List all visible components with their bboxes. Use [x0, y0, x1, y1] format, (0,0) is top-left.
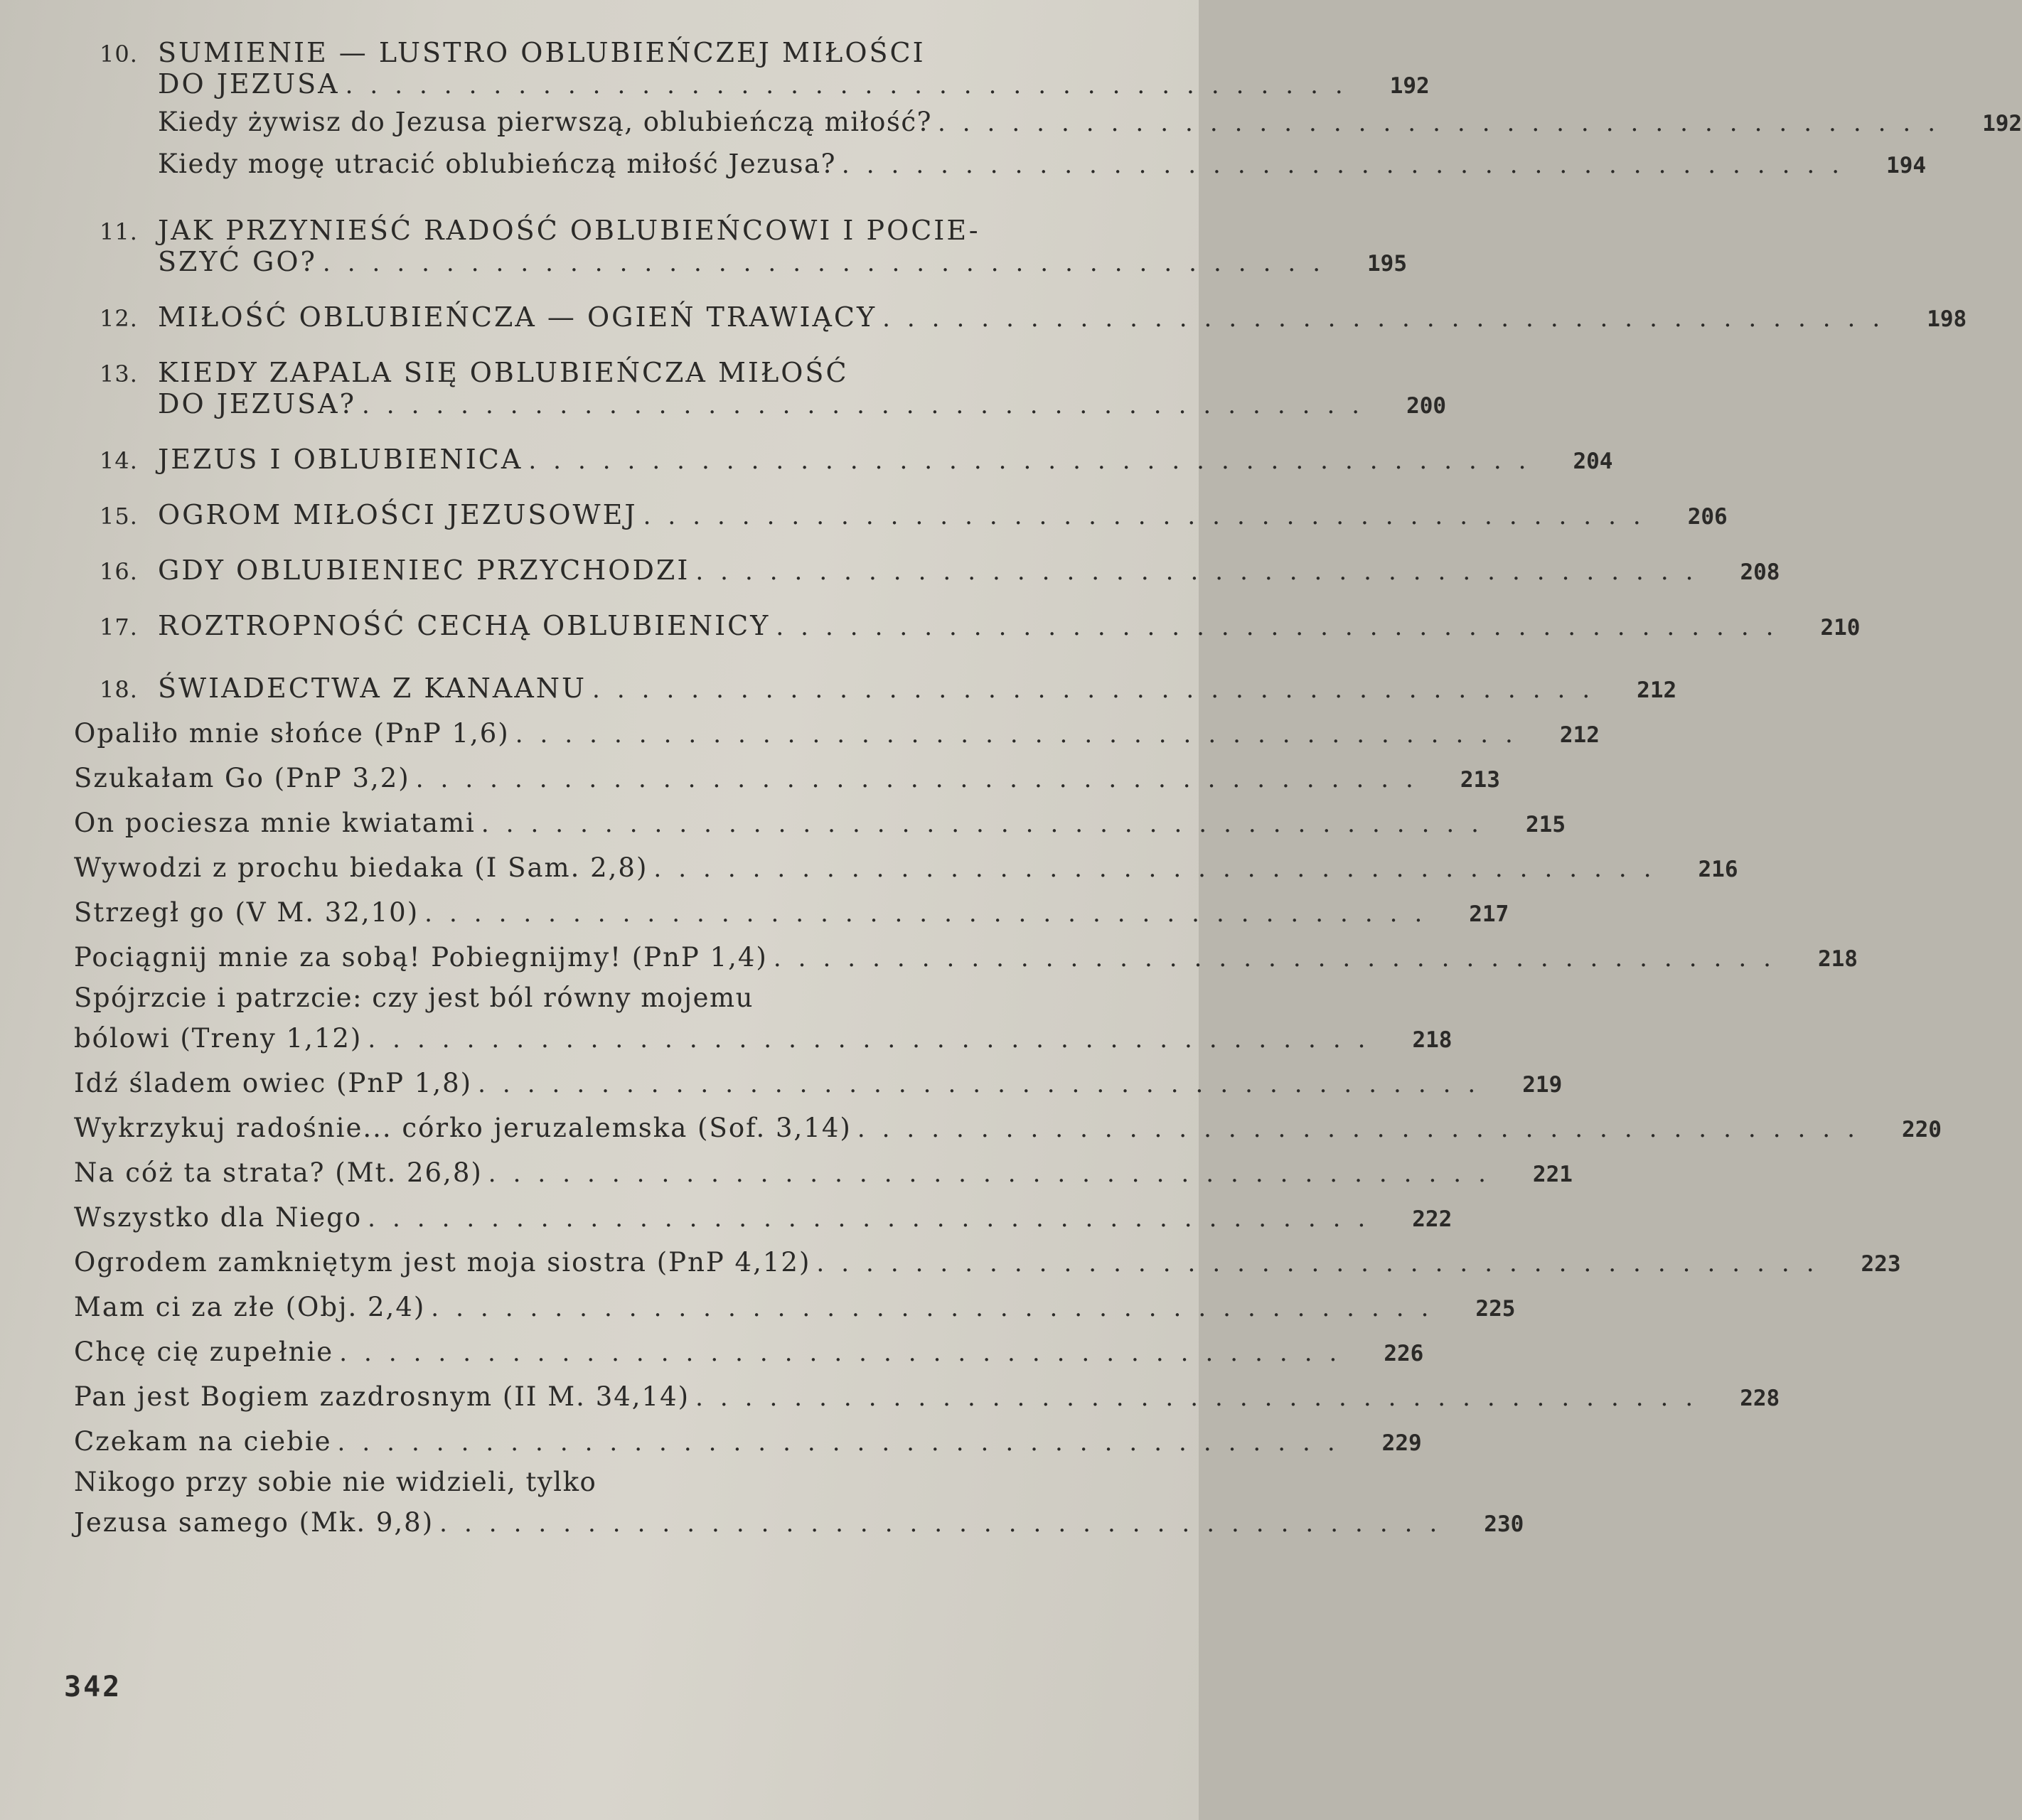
page-ref: 194 — [1886, 153, 1927, 178]
dot-leader: ......................................... — [816, 1249, 1831, 1278]
dot-leader: ......................................... — [424, 899, 1440, 928]
dot-leader: ......................................... — [773, 944, 1788, 973]
chapter-number: 17. — [100, 614, 138, 641]
subsection-title: Kiedy żywisz do Jezusa pierwszą, oblubieńczą miłość? — [158, 107, 932, 137]
section-entry — [74, 1292, 1516, 1322]
section-entry — [74, 1113, 1942, 1143]
chapter-number: 11. — [100, 218, 138, 245]
section-entry — [74, 1337, 1424, 1367]
dot-leader: ......................................... — [653, 855, 1669, 883]
page-ref: 213 — [1460, 767, 1500, 793]
page-number: 342 — [64, 1671, 122, 1703]
section-entry — [74, 983, 1453, 1054]
page-ref: 192 — [1982, 111, 2022, 136]
chapter-number: 14. — [100, 447, 138, 474]
page-ref: 228 — [1740, 1386, 1780, 1411]
dot-leader: ......................................... — [478, 1070, 1493, 1098]
dot-leader: ......................................... — [368, 1204, 1383, 1233]
section-title: Szukałam Go (PnP 3,2) — [74, 763, 410, 793]
section-title: Wywodzi z prochu biedaka (I Sam. 2,8) — [74, 852, 648, 883]
chapter-title: JEZUS I OBLUBIENICA — [158, 444, 523, 475]
section-title: Pan jest Bogiem zazdrosnym (II M. 34,14) — [74, 1381, 690, 1412]
section-entry — [74, 897, 1509, 928]
dot-leader: ......................................... — [528, 446, 1544, 475]
chapter-number: 16. — [100, 558, 138, 585]
dot-leader: ......................................... — [776, 613, 1791, 641]
section-entry — [74, 852, 1738, 883]
dot-leader: ......................................... — [488, 1160, 1503, 1188]
section-title: Czekam na ciebie — [74, 1426, 332, 1457]
page-ref: 218 — [1412, 1027, 1453, 1053]
dot-leader: ......................................... — [337, 1428, 1352, 1457]
chapter-entry — [100, 215, 1408, 277]
section-entry — [74, 1426, 1422, 1457]
page-ref: 212 — [1637, 678, 1677, 703]
chapter-entry — [100, 37, 2022, 179]
chapter-entry — [100, 357, 1447, 419]
page-ref: 192 — [1389, 73, 1430, 99]
chapter-title: MIŁOŚĆ OBLUBIEŃCZA — OGIEŃ TRAWIĄCY — [158, 301, 877, 333]
section-title: Mam ci za złe (Obj. 2,4) — [74, 1292, 426, 1322]
section-title-continued: bólowi (Treny 1,12) — [74, 1023, 363, 1054]
page-ref: 215 — [1526, 812, 1566, 837]
section-title: Wykrzykuj radośnie... córko jeruzalemska (Sof. 3,14) — [74, 1113, 852, 1143]
chapter-title-continued: DO JEZUSA — [158, 68, 340, 100]
section-entry — [74, 718, 1600, 749]
chapter-title: KIEDY ZAPALA SIĘ OBLUBIEŃCZA MIŁOŚĆ — [158, 357, 849, 388]
dot-leader: ......................................... — [643, 502, 1658, 530]
section-entry — [74, 1381, 1780, 1412]
page-ref: 218 — [1817, 946, 1858, 972]
section-entry — [74, 1467, 1524, 1538]
page-ref: 219 — [1522, 1072, 1563, 1098]
section-entry — [74, 1247, 1901, 1278]
page-ref: 216 — [1698, 857, 1738, 882]
chapter-title: GDY OBLUBIENIEC PRZYCHODZI — [158, 555, 690, 586]
section-title: Spójrzcie i patrzcie: czy jest ból równy mojemu — [74, 983, 754, 1013]
dot-leader: ......................................... — [431, 1294, 1446, 1322]
section-entry — [74, 1202, 1453, 1233]
chapter-number: 10. — [100, 41, 138, 68]
dot-leader: ......................................... — [481, 810, 1496, 838]
dot-leader: ......................................... — [515, 720, 1530, 749]
page-ref: 206 — [1687, 504, 1728, 530]
page-ref: 221 — [1532, 1162, 1573, 1187]
chapter-number: 13. — [100, 360, 138, 387]
dot-leader: ......................................... — [695, 1383, 1711, 1412]
page-ref: 226 — [1384, 1341, 1424, 1366]
dot-leader: ......................................... — [368, 1025, 1383, 1054]
dot-leader: ......................................... — [322, 249, 1338, 277]
page-ref: 217 — [1469, 901, 1509, 927]
dot-leader: ......................................... — [345, 71, 1360, 100]
page-ref: 229 — [1381, 1430, 1422, 1456]
chapter-title-continued: SZYĆ GO? — [158, 246, 317, 277]
section-title: Strzegł go (V M. 32,10) — [74, 897, 419, 928]
dot-leader: ......................................... — [857, 1115, 1872, 1143]
section-entry — [74, 808, 1566, 838]
section-title: Pociągnij mnie za sobą! Pobiegnijmy! (PnP 1,4) — [74, 942, 768, 973]
chapter-entry — [100, 499, 1728, 530]
page-ref: 208 — [1740, 560, 1780, 585]
section-title: Na cóż ta strata? (Mt. 26,8) — [74, 1157, 483, 1188]
page-ref: 198 — [1927, 306, 1967, 332]
subsection-title: Kiedy mogę utracić oblubieńczą miłość Jezusa? — [158, 149, 836, 179]
page-ref: 220 — [1901, 1117, 1942, 1142]
section-title: Idź śladem owiec (PnP 1,8) — [74, 1068, 473, 1098]
page-ref: 195 — [1367, 251, 1408, 277]
chapter-title: ROZTROPNOŚĆ CECHĄ OBLUBIENICY — [158, 610, 771, 641]
section-title: Ogrodem zamkniętym jest moja siostra (PnP 4,12) — [74, 1247, 811, 1278]
page-ref: 230 — [1484, 1511, 1524, 1537]
chapter-number: 18. — [100, 676, 138, 703]
section-entry — [74, 942, 1858, 973]
chapter-entry — [100, 610, 1861, 641]
dot-leader: ......................................... — [592, 675, 1608, 704]
page-ref: 223 — [1861, 1251, 1901, 1277]
section-entry — [74, 1068, 1563, 1098]
section-title-continued: Jezusa samego (Mk. 9,8) — [74, 1507, 434, 1538]
page-ref: 210 — [1820, 615, 1861, 641]
dot-leader: ......................................... — [361, 391, 1377, 419]
section-list — [74, 718, 1942, 1538]
section-entry — [74, 1157, 1573, 1188]
page-ref: 200 — [1406, 393, 1447, 419]
section-title: On pociesza mnie kwiatami — [74, 808, 476, 838]
dot-leader: ......................................... — [841, 151, 1857, 179]
chapter-entry — [100, 555, 1780, 586]
dot-leader: ......................................... — [695, 557, 1711, 586]
chapter-entry — [100, 444, 1613, 475]
chapter-number: 12. — [100, 305, 138, 332]
dot-leader: ......................................... — [937, 109, 1953, 137]
dot-leader: ......................................... — [415, 765, 1430, 793]
page-ref: 222 — [1412, 1206, 1453, 1232]
page-ref: 225 — [1475, 1296, 1516, 1322]
page-ref: 212 — [1559, 722, 1600, 748]
chapter-title: OGROM MIŁOŚCI JEZUSOWEJ — [158, 499, 638, 530]
chapter-entry — [100, 673, 1677, 704]
section-entry — [74, 763, 1500, 793]
chapter-title: JAK PRZYNIEŚĆ RADOŚĆ OBLUBIEŃCOWI I POCIE- — [158, 215, 980, 246]
dot-leader: ......................................... — [882, 304, 1898, 333]
section-title: Nikogo przy sobie nie widzieli, tylko — [74, 1467, 597, 1497]
section-title: Wszystko dla Niego — [74, 1202, 363, 1233]
chapter-number: 15. — [100, 503, 138, 530]
section-title: Opaliło mnie słońce (PnP 1,6) — [74, 718, 510, 749]
chapter-title-continued: DO JEZUSA? — [158, 388, 356, 419]
dot-leader: ......................................... — [439, 1509, 1455, 1538]
chapter-title: ŚWIADECTWA Z KANAANU — [158, 673, 587, 704]
page-ref: 204 — [1573, 449, 1613, 474]
dot-leader: ......................................... — [339, 1339, 1354, 1367]
table-of-contents — [74, 37, 2022, 1538]
chapter-title: SUMIENIE — LUSTRO OBLUBIEŃCZEJ MIŁOŚCI — [158, 37, 926, 68]
section-title: Chcę cię zupełnie — [74, 1337, 334, 1367]
chapter-entry — [100, 301, 1967, 333]
